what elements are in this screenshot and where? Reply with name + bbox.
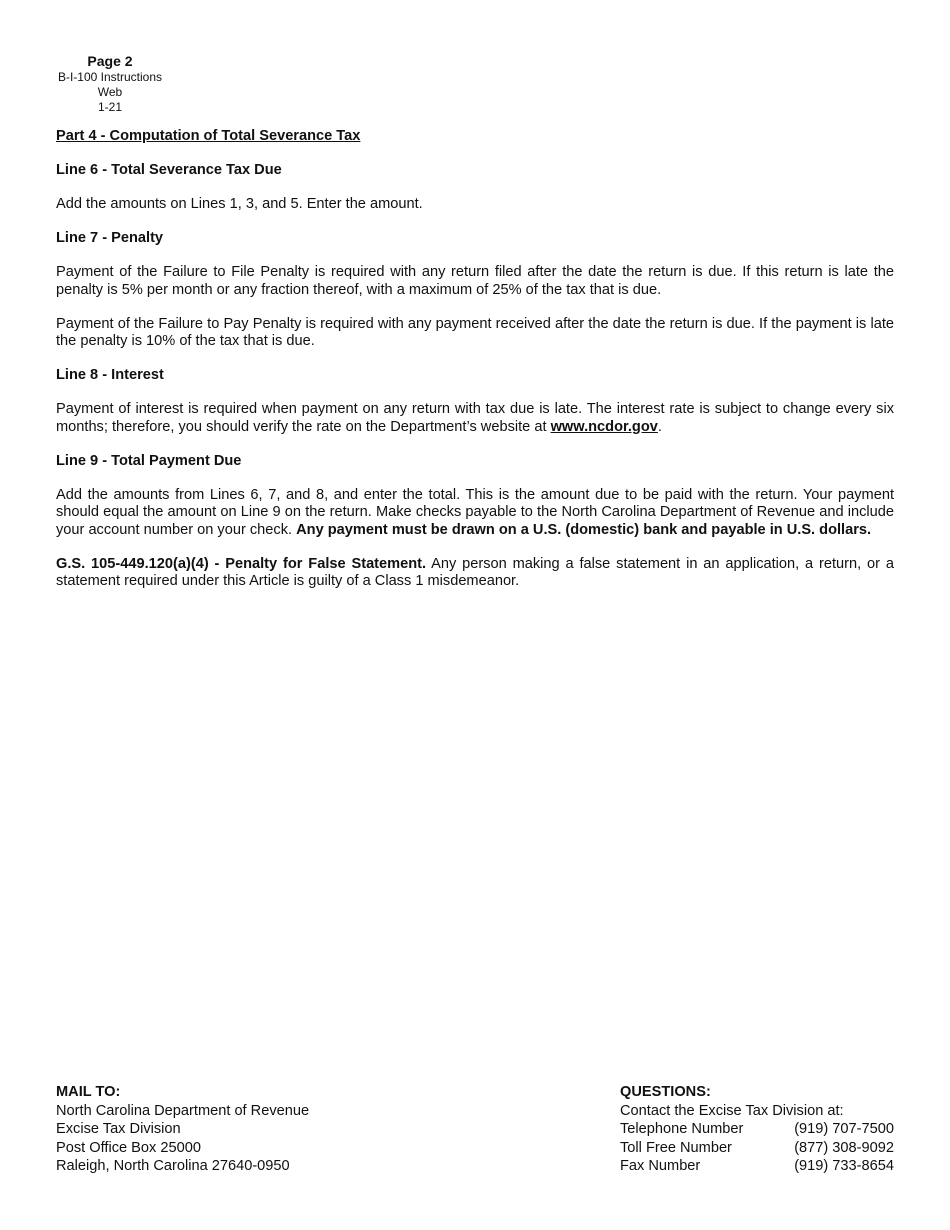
gs-penalty-body: Any person making a false statement in an application, a return, or a statement required under this Article is guilty of a Class 1 misdemeanor. bbox=[56, 555, 894, 589]
mail-line: Raleigh, North Carolina 27640-0950 bbox=[56, 1158, 290, 1175]
line9-text-main: Add the amounts from Lines 6, 7, and 8, and enter the total. This is the amount due to be paid with the return. Your payment should equal the amount on Line 9 on the return. Make checks payable to the North Carolina Department of Revenue and include your account number on your check. bbox=[56, 486, 894, 538]
contact-row-fax bbox=[620, 1157, 894, 1176]
line6-title: Line 6 - Total Severance Tax Due bbox=[56, 162, 282, 178]
contact-label: Fax Number bbox=[620, 1158, 701, 1175]
contact-row-toll-free bbox=[620, 1139, 894, 1158]
line6-text: Add the amounts on Lines 1, 3, and 5. Enter the amount. bbox=[56, 196, 423, 212]
contact-value: (919) 733-8654 bbox=[794, 1158, 894, 1175]
contact-row-telephone bbox=[620, 1120, 894, 1139]
line7-failure-to-file-text: Payment of the Failure to File Penalty is required with any return filed after the date the return is due. If this return is late the penalty is 5% per month or any fraction thereof, with a maximum of 25% of the tax that is due. bbox=[56, 264, 894, 298]
contact-label: Telephone Number bbox=[620, 1121, 744, 1138]
page-number: Page 2 bbox=[87, 53, 133, 69]
contact-value: (919) 707-7500 bbox=[794, 1121, 894, 1138]
gs-penalty-title: G.S. 105-449.120(a)(4) - Penalty for False Statement. bbox=[56, 555, 427, 572]
questions-heading: QUESTIONS: bbox=[620, 1084, 711, 1100]
line8-title: Line 8 - Interest bbox=[56, 367, 164, 383]
mail-to-block bbox=[56, 1083, 309, 1176]
mail-line: North Carolina Department of Revenue bbox=[56, 1102, 310, 1119]
contact-value: (877) 308-9092 bbox=[794, 1139, 894, 1156]
line8-text-pre: Payment of interest is required when payment on any return with tax due is late. The interest rate is subject to change every six months; therefore, you should verify the rate on the Department’s website at bbox=[56, 401, 894, 435]
questions-intro: Contact the Excise Tax Division at: bbox=[620, 1102, 844, 1119]
mail-line: Excise Tax Division bbox=[56, 1121, 181, 1138]
form-channel: Web bbox=[97, 85, 123, 99]
ncdor-website-link[interactable]: www.ncdor.gov bbox=[550, 418, 658, 435]
questions-block bbox=[620, 1083, 894, 1176]
page-header bbox=[56, 53, 164, 115]
line9-title: Line 9 - Total Payment Due bbox=[56, 452, 242, 469]
line7-failure-to-pay-text: Payment of the Failure to Pay Penalty is required with any payment received after the date the return is due. If the payment is late the penalty is 10% of the tax that is due. bbox=[56, 315, 894, 349]
gs-penalty-text bbox=[56, 556, 894, 591]
contact-label: Toll Free Number bbox=[620, 1139, 732, 1156]
part4-title: Part 4 - Computation of Total Severance Tax bbox=[56, 128, 361, 144]
form-revision: 1-21 bbox=[97, 100, 123, 114]
line8-text-post: . bbox=[657, 418, 662, 435]
mail-line: Post Office Box 25000 bbox=[56, 1139, 201, 1156]
line9-text-bold: Any payment must be drawn on a U.S. (domestic) bank and payable in U.S. dollars. bbox=[296, 521, 872, 538]
form-id: B-I-100 Instructions bbox=[57, 70, 163, 84]
line7-title: Line 7 - Penalty bbox=[56, 230, 164, 246]
line9-text bbox=[56, 487, 894, 540]
line8-text bbox=[56, 401, 894, 436]
mail-heading: MAIL TO: bbox=[56, 1084, 121, 1100]
instructions-body bbox=[56, 128, 894, 607]
